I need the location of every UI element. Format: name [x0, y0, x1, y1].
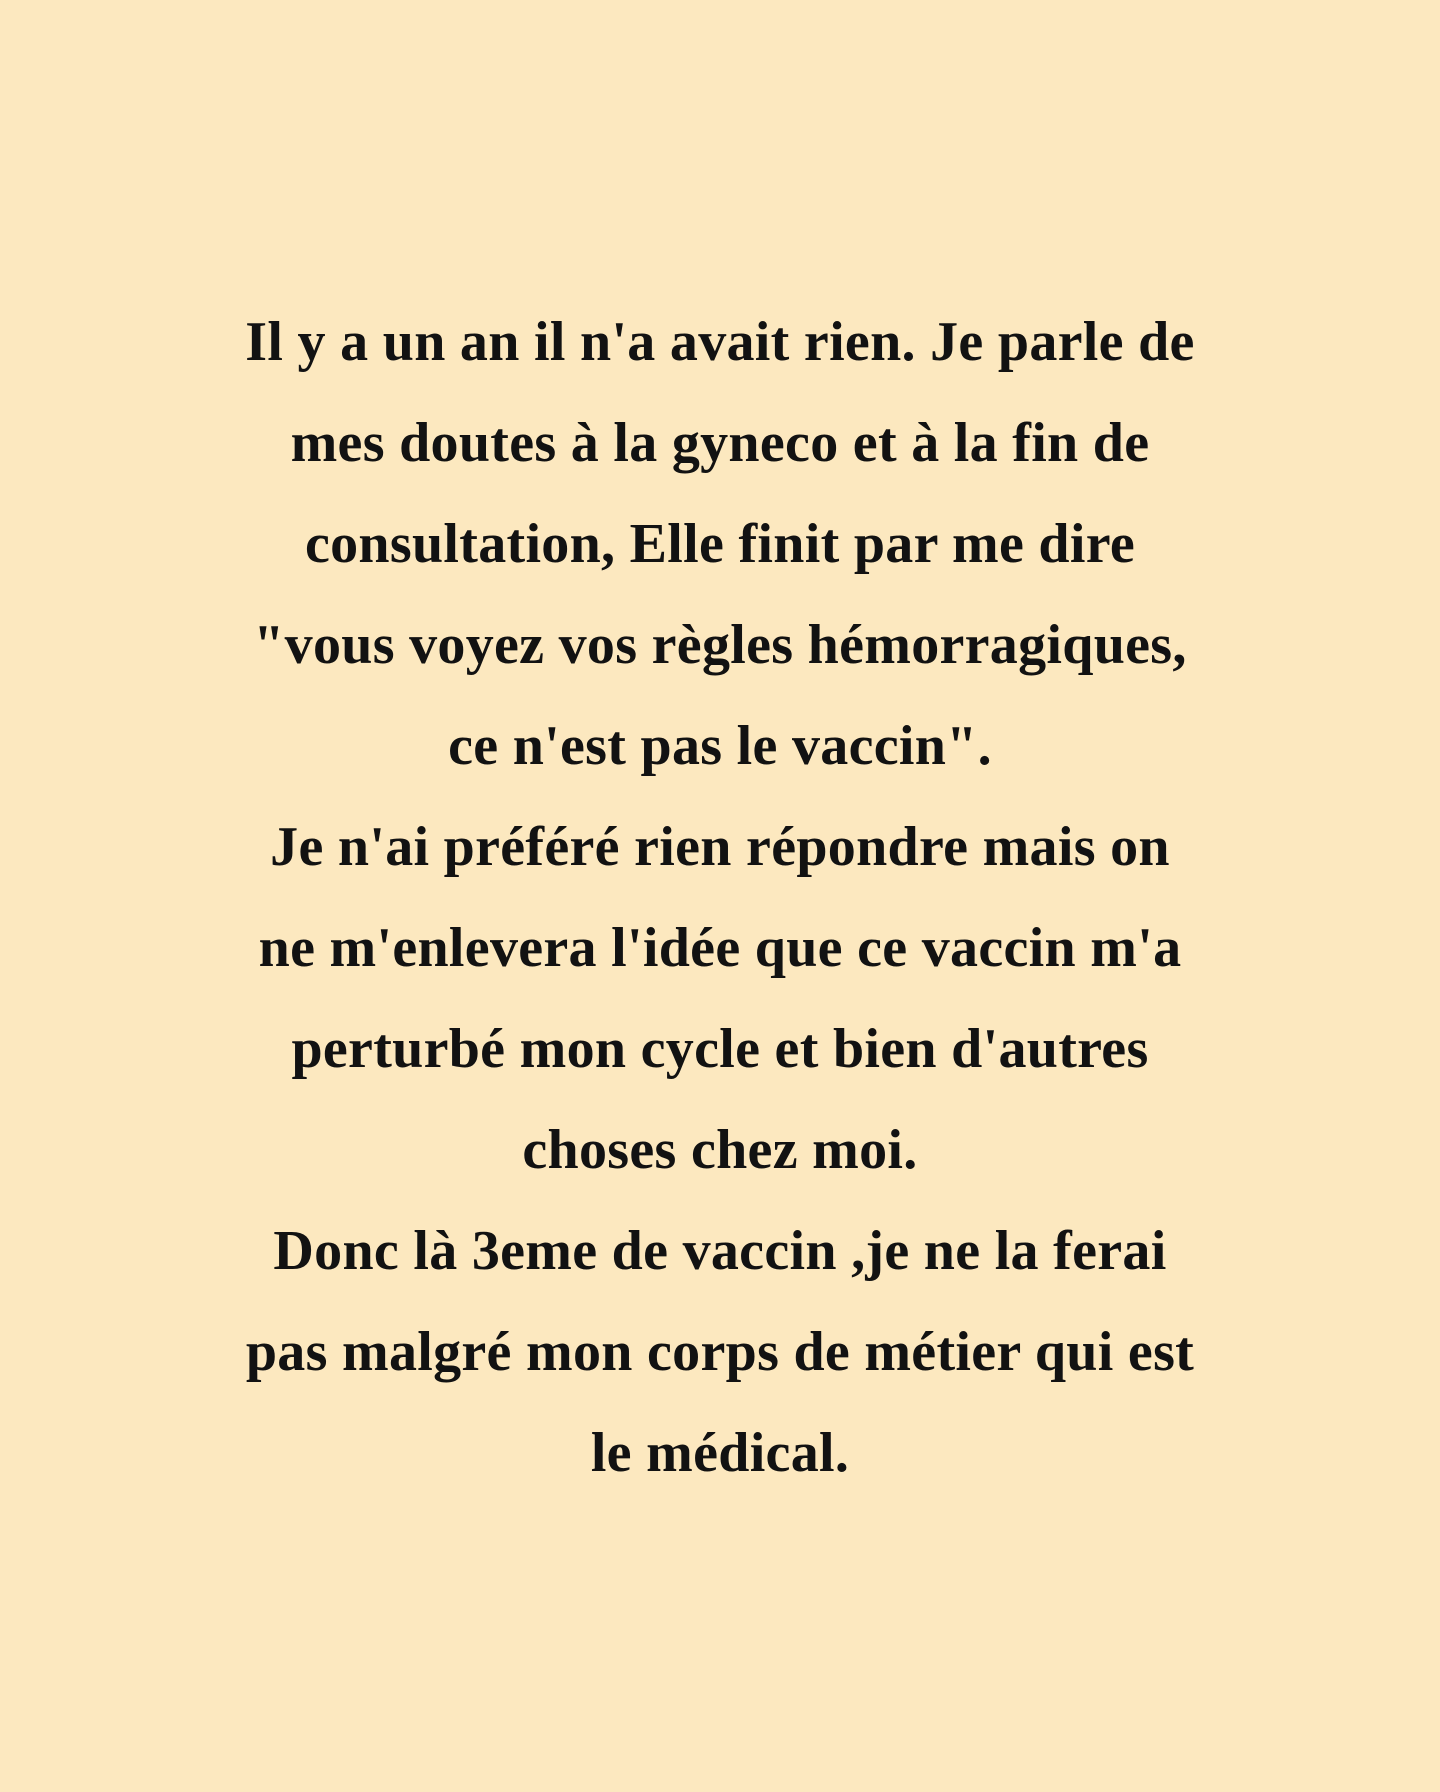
- text-line: pas malgré mon corps de métier qui est: [245, 1321, 1195, 1383]
- text-line: choses chez moi.: [522, 1119, 918, 1181]
- text-line: perturbé mon cycle et bien d'autres: [291, 1018, 1149, 1080]
- testimony-text: [120, 292, 1320, 1504]
- text-line: "vous voyez vos règles hémorragiques,: [253, 614, 1187, 676]
- text-line: mes doutes à la gyneco et à la fin de: [290, 412, 1150, 474]
- text-line: Donc là 3eme de vaccin ,je ne la ferai: [273, 1220, 1167, 1282]
- text-line: Il y a un an il n'a avait rien. Je parle de: [245, 311, 1195, 373]
- text-line: consultation, Elle finit par me dire: [304, 513, 1136, 575]
- text-line: le médical.: [590, 1422, 850, 1484]
- text-line: Je n'ai préféré rien répondre mais on: [270, 816, 1170, 878]
- text-line: ce n'est pas le vaccin".: [448, 715, 992, 777]
- text-line: ne m'enlevera l'idée que ce vaccin m'a: [258, 917, 1182, 979]
